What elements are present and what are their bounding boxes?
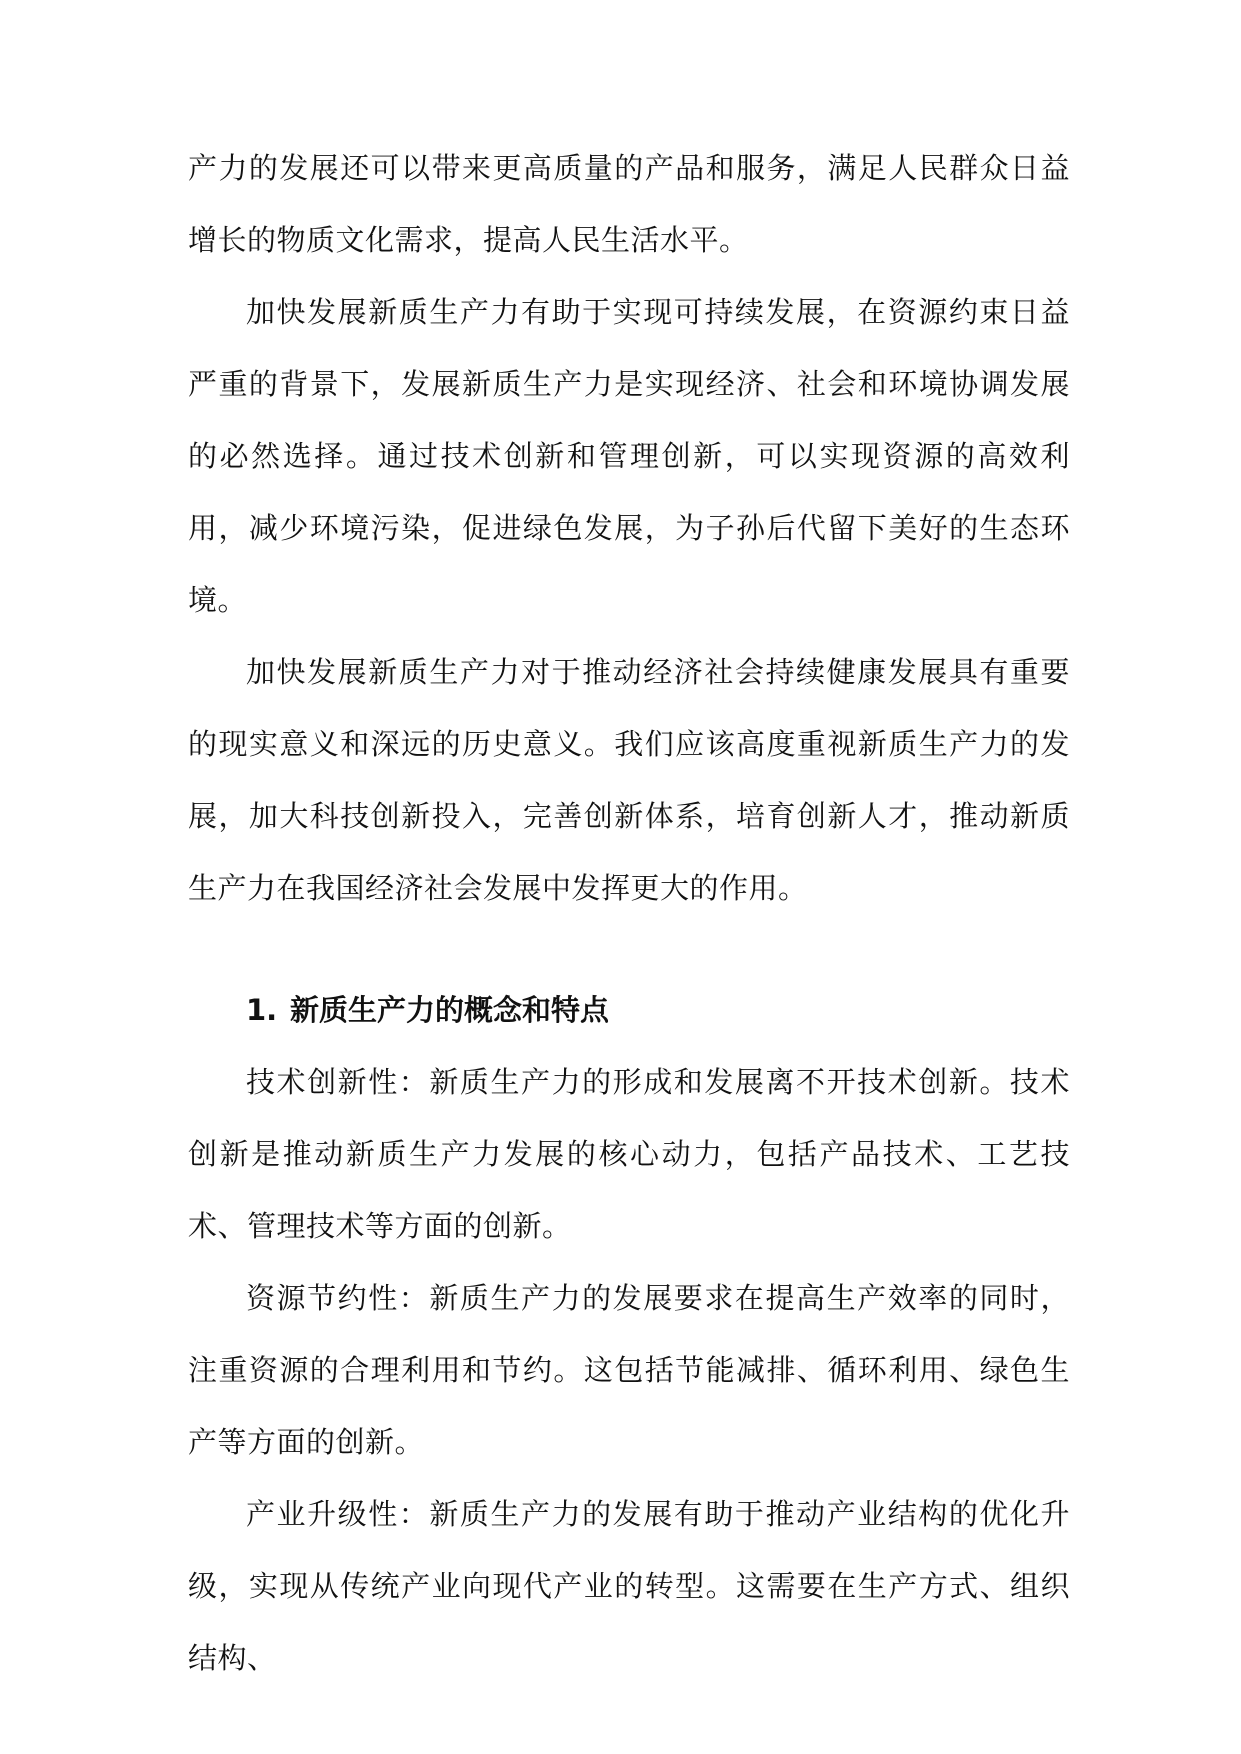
document-page (188, 132, 1070, 1694)
paragraph-sustainable-development: 加快发展新质生产力有助于实现可持续发展，在资源约束日益严重的背景下，发展新质生产力是实现经济、社会和环境协调发展的必然选择。通过技术创新和管理创新，可以实现资源的高效利用，减少环境污染，促进绿色发展，为子孙后代留下美好的生态环境。 (188, 295, 1070, 617)
section-heading (188, 974, 1070, 1046)
paragraph-continuation: 产力的发展还可以带来更高质量的产品和服务，满足人民群众日益增长的物质文化需求，提高人民生活水平。 (188, 151, 1070, 257)
paragraph-technical-innovation: 技术创新性：新质生产力的形成和发展离不开技术创新。技术创新是推动新质生产力发展的核心动力，包括产品技术、工艺技术、管理技术等方面的创新。 (188, 1065, 1070, 1243)
paragraph-resource-saving: 资源节约性：新质生产力的发展要求在提高生产效率的同时，注重资源的合理利用和节约。这包括节能减排、循环利用、绿色生产等方面的创新。 (188, 1281, 1070, 1459)
paragraph-industrial-upgrade: 产业升级性：新质生产力的发展有助于推动产业结构的优化升级，实现从传统产业向现代产业的转型。这需要在生产方式、组织结构、 (188, 1497, 1070, 1675)
paragraph-significance: 加快发展新质生产力对于推动经济社会持续健康发展具有重要的现实意义和深远的历史意义。我们应该高度重视新质生产力的发展，加大科技创新投入，完善创新体系，培育创新人才，推动新质生产力在我国经济社会发展中发挥更大的作用。 (188, 655, 1070, 905)
section-number: 1. (246, 993, 278, 1027)
section-title: 新质生产力的概念和特点 (290, 993, 610, 1027)
